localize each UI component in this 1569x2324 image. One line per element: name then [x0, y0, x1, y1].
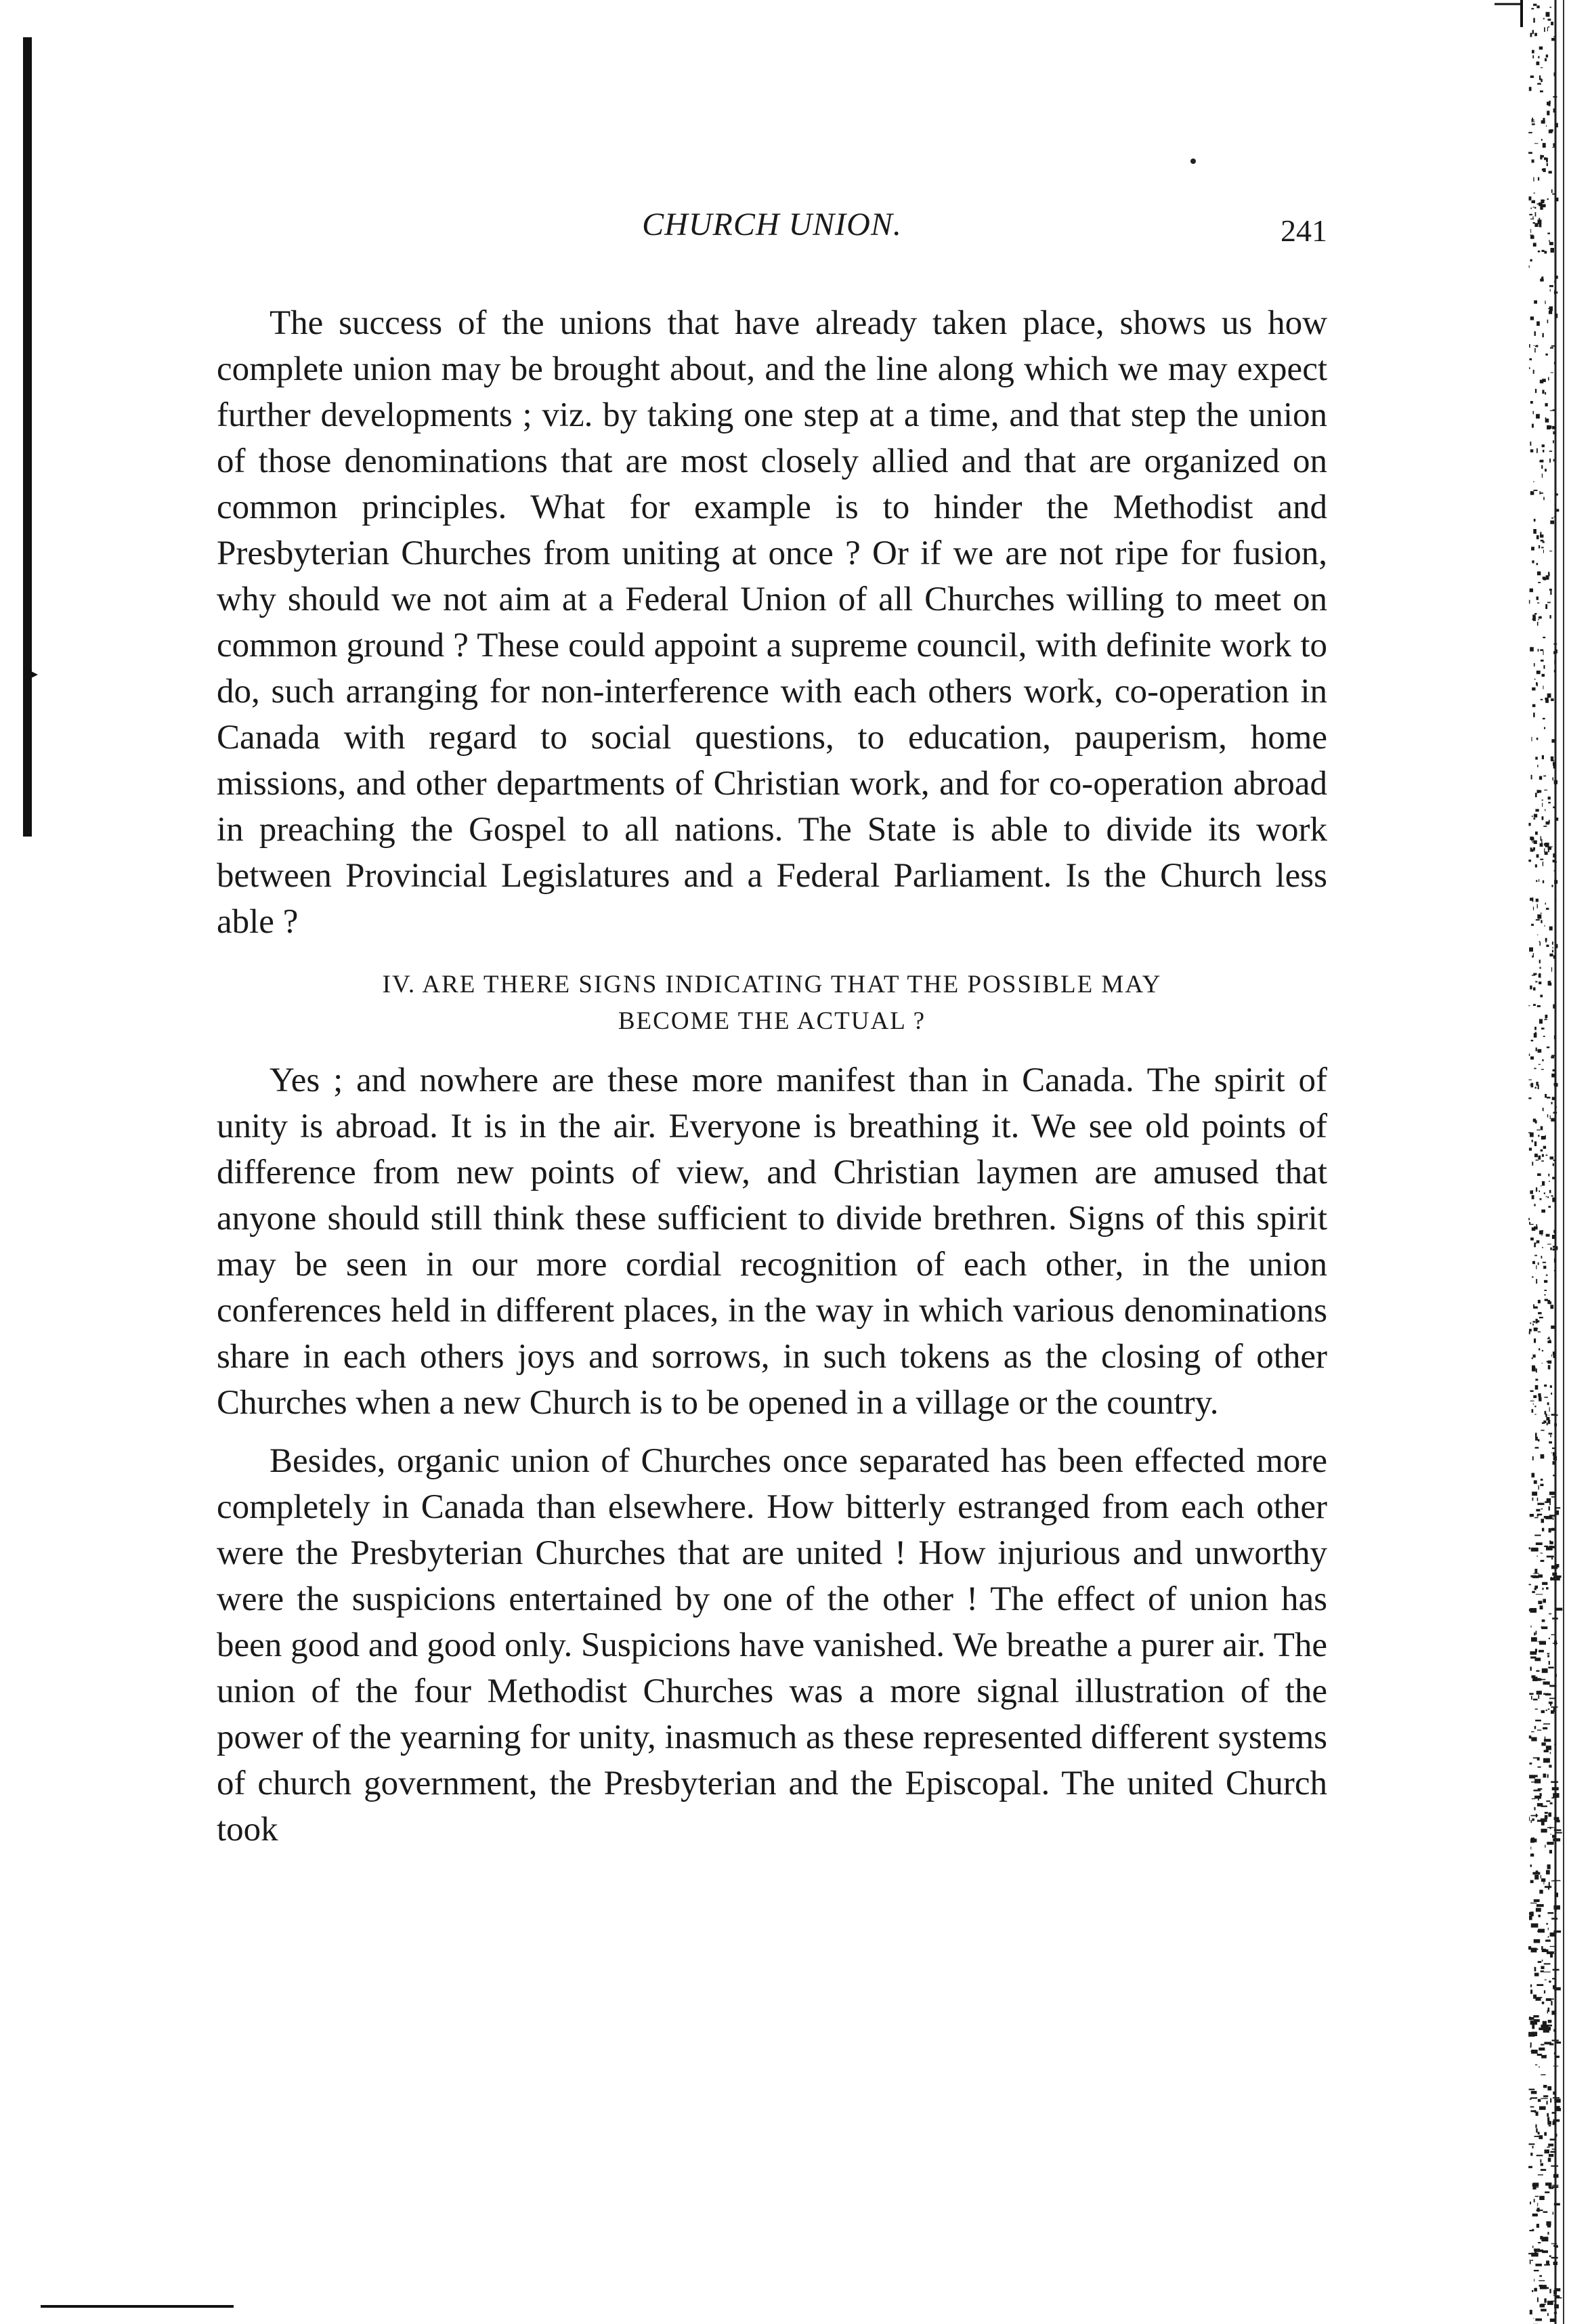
section-heading — [217, 967, 1327, 1040]
paragraph-signs-of-unity: Yes ; and nowhere are these more manifest than in Canada. The spirit of unity is abroad. It is in the air. Everyone is breathing it. We see old points of difference from new points of view, and Christian laymen are amused that anyone should still think these sufficient to divide brethren. Signs of this spirit may be seen in our more cordial recognition of each other, in the union conferences held in different places, in the way in which various denominations share in each others joys and sorrows, in such tokens as the closing of other Churches when a new Church is to be opened in a village or the country. — [217, 1061, 1327, 1422]
body-text — [217, 300, 1327, 1853]
running-title: CHURCH UNION. — [642, 207, 902, 242]
scan-bottom-rule — [41, 2305, 234, 2308]
section-heading-line-1: IV. ARE THERE SIGNS INDICATING THAT THE POSSIBLE MAY — [382, 971, 1162, 998]
scan-page-edge — [1481, 0, 1569, 2324]
running-head — [217, 206, 1327, 253]
scan-speck — [1190, 159, 1196, 164]
paragraph-church-union-federal: The success of the unions that have already taken place, shows us how complete union may be brought about, and the line along which we may expect further developments ; viz. by taking one step at a time, and that step the union of those denominations that are most closely allied and that are organized on common principles. What for example is to hinder the Methodist and Presbyterian Churches from uniting at once ? Or if we are not ripe for fusion, why should we not aim at a Federal Union of all Churches willing to meet on common ground ? These could appoint a supreme council, with definite work to do, such arranging for non-interference with each others work, co-operation in Canada with regard to social questions, to education, pauperism, home missions, and other departments of Christian work, and for co-operation abroad in preaching the Gospel to all nations. The State is able to divide its work between Provincial Legislatures and a Federal Parliament. Is the Church less able ? — [217, 304, 1327, 941]
paragraph-organic-union: Besides, organic union of Churches once separated has been effected more completely in Canada than elsewhere. How bitterly estranged from each other were the Presbyterian Churches that are united ! How injurious and unworthy were the suspicions entertained by one of the other ! The effect of union has been good and good only. Suspicions have vanished. We breathe a purer air. The union of the four Methodist Churches was a more signal illustration of the power of the yearning for unity, inasmuch as these represented different systems of church government, the Presbyterian and the Episcopal. The united Church took — [217, 1442, 1327, 1848]
scan-binding-shadow — [23, 37, 32, 837]
page-number: 241 — [1281, 213, 1327, 248]
section-heading-line-2: BECOME THE ACTUAL ? — [618, 1007, 926, 1035]
